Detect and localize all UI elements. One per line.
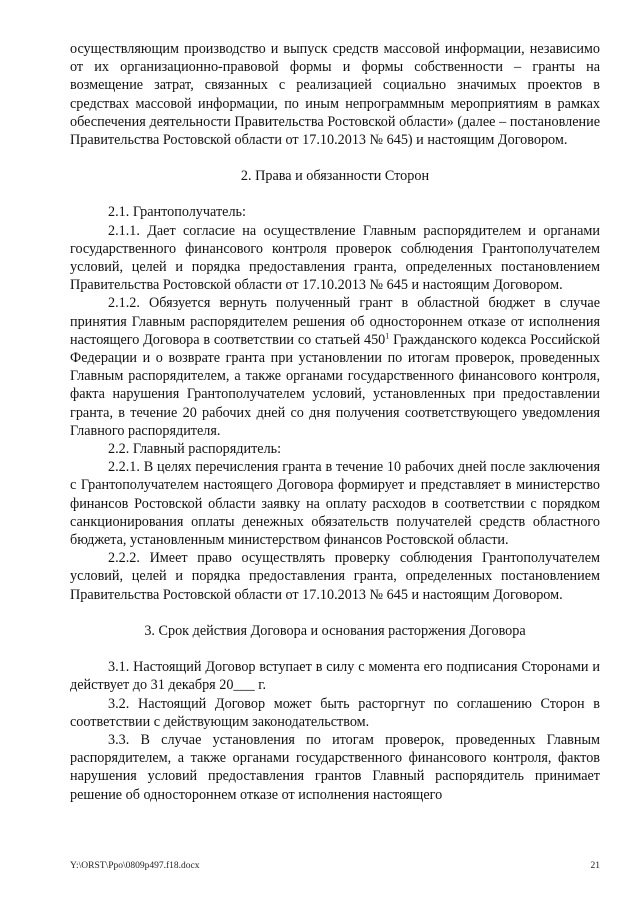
- paragraph-3-1: 3.1. Настоящий Договор вступает в силу с момента его подписания Сторонами и действует до 31 декабря 20___ г.: [70, 659, 600, 694]
- paragraph-2-2-2: 2.2.2. Имеет право осуществлять проверку соблюдения Грантополучателем условий, целей и порядка предоставления гранта, определенных постановлением Правительства Ростовской области от 17.10.2013 № 645 и настоящим Договором.: [70, 550, 600, 603]
- paragraph-3-3: 3.3. В случае установления по итогам проверок, проведенных Главным распорядителем, а также органами государственного финансового контроля, фактов нарушения условий предоставления грантов Главный распорядитель принимает решение об одностороннем отказе от исполнения настоящего: [70, 731, 600, 803]
- section-3-heading: 3. Срок действия Договора и основания расторжения Договора: [144, 622, 526, 639]
- page-footer: [70, 857, 600, 875]
- article-superscript: 1: [385, 331, 390, 341]
- intro-paragraph: осуществляющим производство и выпуск средств массовой информации, независимо от их организационно-правовой формы и формы собственности – гранты на возмещение затрат, связанных с реализацией социально значимых проектов в средствах массовой информации, по иным непрограммным мероприятиям в рамках обеспечения деятельности Правительства Ростовской области» (далее – постановление Правительства Ростовской области от 17.10.2013 № 645) и настоящим Договором.: [70, 41, 600, 149]
- page-number: 21: [590, 861, 600, 871]
- paragraph-2-1: 2.1. Грантополучатель:: [108, 204, 246, 221]
- paragraph-3-2: 3.2. Настоящий Договор может быть расторгнут по соглашению Сторон в соответствии с действующим законодательством.: [70, 695, 600, 730]
- section-2-heading: 2. Права и обязанности Сторон: [240, 168, 430, 185]
- file-path: Y:\ORST\Ppo\0809p497.f18.docx: [70, 861, 200, 871]
- paragraph-2-1-2-text-before: 2.1.2. Обязуется вернуть полученный грант в областной бюджет в случае принятия Главным распорядителем решения об одностороннем отказе от исполнения настоящего Договора в соответствии со статьей 450: [70, 295, 600, 348]
- paragraph-2-1-1: 2.1.1. Дает согласие на осуществление Главным распорядителем и органами государственного финансового контроля проверок соблюдения Грантополучателем условий, целей и порядка предоставления гранта, определенных постановлением Правительства Ростовской области от 17.10.2013 № 645 и настоящим Договором.: [70, 222, 600, 294]
- paragraph-2-2: 2.2. Главный распорядитель:: [108, 441, 282, 458]
- paragraph-2-1-2: [70, 294, 600, 440]
- paragraph-2-1-2-text-after: Гражданского кодекса Российской Федерации и о возврате гранта при установлении по итогам проверок, проведенных Главным распорядителем, а также органами государственного финансового контроля, факта нарушения Грантополучателем условий, установленных при предоставлении гранта, в течение 20 рабочих дней со дня получения соответствующего уведомления Главного распорядителя.: [70, 331, 600, 439]
- document-body: [70, 40, 600, 804]
- paragraph-2-2-1: 2.2.1. В целях перечисления гранта в течение 10 рабочих дней после заключения с Грантополучателем настоящего Договора формирует и представляет в министерство финансов Ростовской области заявку на оплату расходов в соответствии с порядком санкционирования оплаты денежных обязательств получателей средств областного бюджета, установленным министерством финансов Ростовской области.: [70, 459, 600, 549]
